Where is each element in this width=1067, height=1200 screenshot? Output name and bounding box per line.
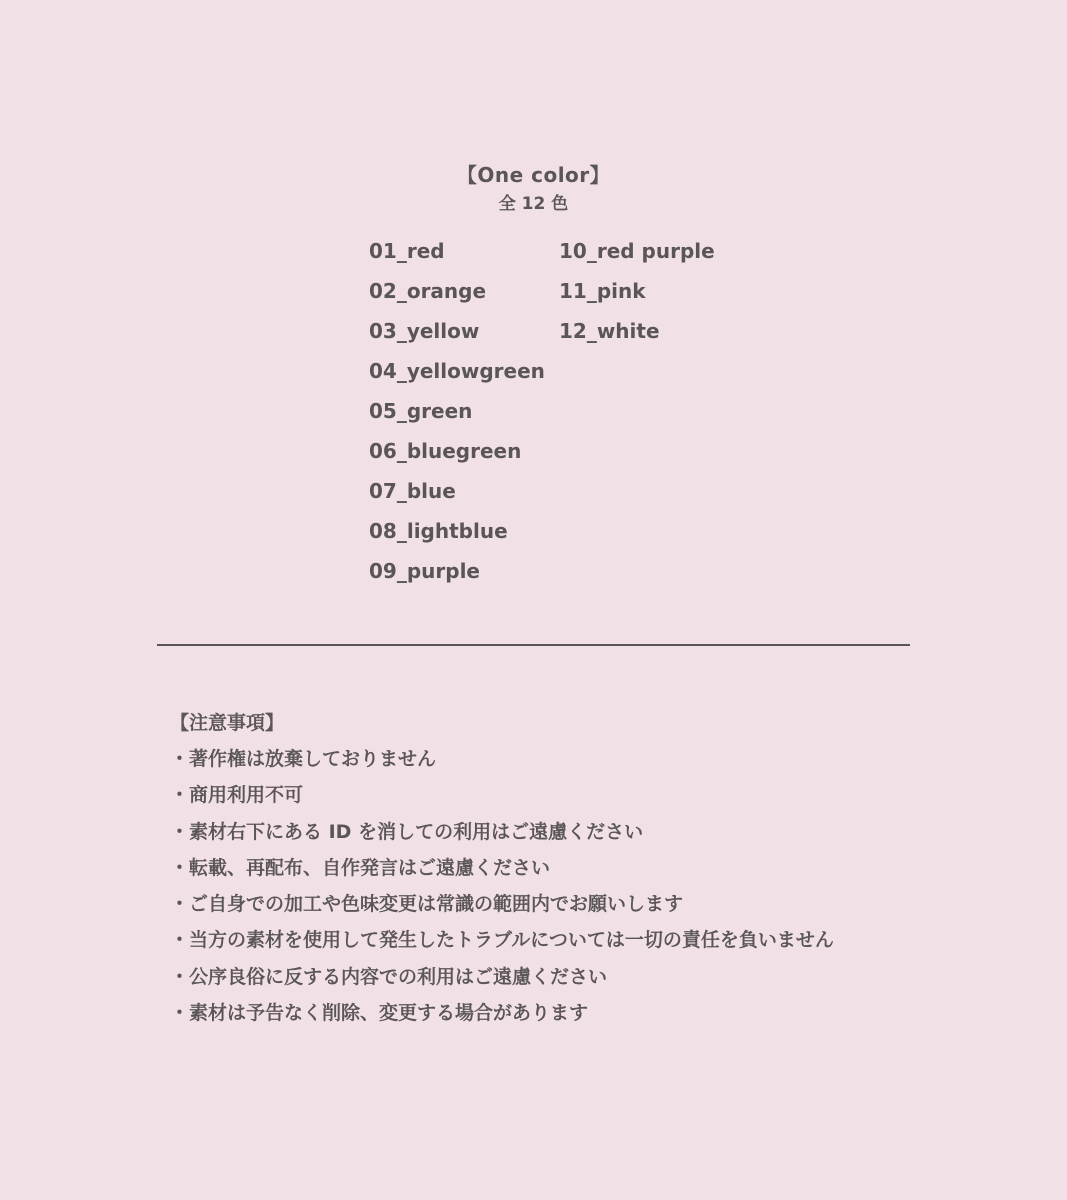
- note-item: ・当方の素材を使用して発生したトラブルについては一切の責任を負いません: [170, 929, 834, 952]
- note-item: ・転載、再配布、自作発言はご遠慮ください: [170, 856, 551, 879]
- color-item: 12_white: [559, 319, 660, 343]
- color-item: 01_red: [369, 239, 445, 263]
- note-item: ・素材右下にある ID を消しての利用はご遠慮ください: [170, 820, 644, 843]
- color-item: 10_red purple: [559, 239, 715, 263]
- color-list-left: [369, 236, 545, 596]
- notes-list: [170, 741, 930, 1031]
- notes-section: [170, 705, 930, 1031]
- divider: [157, 644, 910, 646]
- color-item: 04_yellowgreen: [369, 359, 545, 383]
- color-item: 06_bluegreen: [369, 439, 522, 463]
- color-item: 11_pink: [559, 279, 646, 303]
- note-item: ・商用利用不可: [170, 784, 304, 807]
- color-item: 02_orange: [369, 279, 487, 303]
- note-item: ・公序良俗に反する内容での利用はご遠慮ください: [170, 965, 608, 988]
- color-item: 09_purple: [369, 559, 480, 583]
- note-item: ・素材は予告なく削除、変更する場合があります: [170, 1002, 589, 1025]
- color-item: 08_lightblue: [369, 519, 508, 543]
- page-title: 【One color】: [456, 163, 611, 187]
- notes-heading: 【注意事項】: [170, 712, 285, 734]
- color-list-right: [559, 236, 715, 356]
- color-count: 全 12 色: [498, 194, 569, 214]
- note-item: ・著作権は放棄しておりません: [170, 748, 437, 770]
- note-item: ・ご自身での加工や色味変更は常識の範囲内でお願いします: [170, 893, 684, 916]
- color-item: 03_yellow: [369, 319, 480, 343]
- color-item: 07_blue: [369, 479, 456, 503]
- color-item: 05_green: [369, 399, 473, 423]
